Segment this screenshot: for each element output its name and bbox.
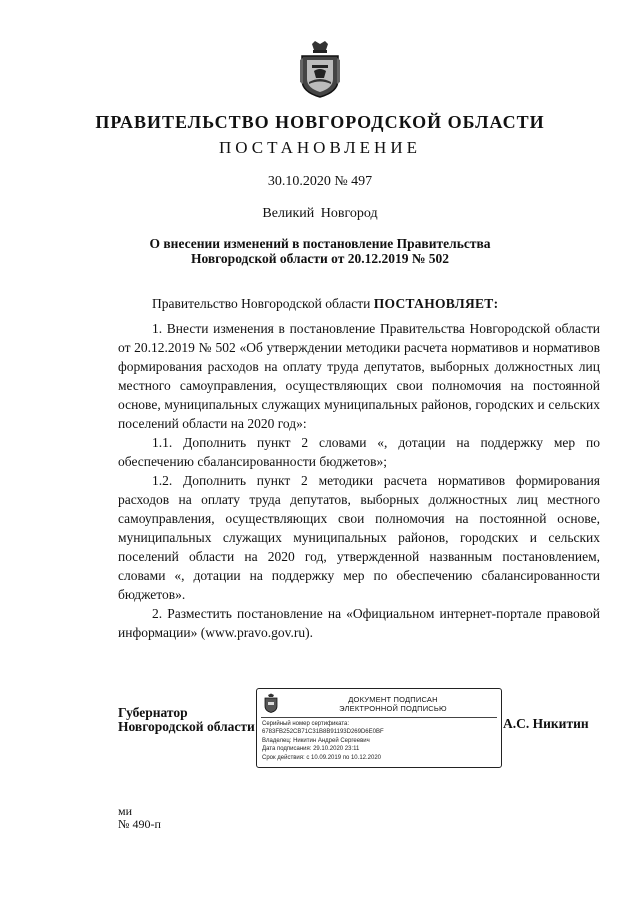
- signer-title-line1: Губернатор: [118, 705, 188, 720]
- stamp-divider: [261, 717, 497, 718]
- footer-initials: ми: [118, 804, 133, 818]
- government-name: ПРАВИТЕЛЬСТВО НОВГОРОДСКОЙ ОБЛАСТИ: [95, 112, 545, 132]
- paragraph-1-1: 1.1. Дополнить пункт 2 словами «, дотации на поддержку мер по обеспечению сбалансированности бюджетов»;: [118, 435, 600, 469]
- intro-decree-word: ПОСТАНОВЛЯЕТ:: [373, 296, 499, 311]
- electronic-signature-stamp: [256, 688, 502, 768]
- paragraph-2: 2. Разместить постановление на «Официальном интернет-портале правовой информации» (www.pravo.gov.ru).: [118, 606, 600, 640]
- coat-of-arms-icon: [298, 40, 342, 98]
- stamp-heading: [293, 695, 493, 713]
- validity-period: Срок действия: с 10.09.2019 по 10.12.2020: [262, 754, 382, 761]
- signed-date: Дата подписания: 29.10.2020 23:11: [262, 746, 360, 753]
- document-body: [118, 294, 600, 642]
- document-type: ПОСТАНОВЛЕНИЕ: [218, 138, 421, 157]
- paragraph-1: 1. Внести изменения в постановление Правительства Новгородской области от 20.12.2019 № 502 «Об утверждении методики расчета нормативов и нормативов формирования расходов на оплату труда депутатов, выборных должностных лиц местного самоуправления, осуществляющих свои полномочия на постоянной основе, муниципальных служащих муниципальных районов, городских и сельских поселений области на 2020 год»:: [118, 321, 600, 431]
- document-subject: О внесении изменений в постановление Правительства Новгородской области от 20.12.2019 № 502: [149, 236, 491, 266]
- stamp-details: [262, 720, 384, 762]
- footer-number: № 490-п: [118, 817, 161, 831]
- certificate-value: 6783FB252CB71C31B8B91193D269D6E0BF: [262, 729, 384, 736]
- document-footer: [118, 805, 161, 831]
- signer-title-line2: Новгородской области: [118, 719, 255, 734]
- signer-title: [118, 706, 255, 734]
- intro-prefix: Правительство Новгородской области: [152, 296, 374, 311]
- stamp-heading-line2: ЭЛЕКТРОННОЙ ПОДПИСЬЮ: [339, 704, 447, 713]
- date-number: 30.10.2020 № 497: [267, 174, 373, 189]
- intro-paragraph: [118, 294, 600, 313]
- certificate-label: Серийный номер сертификата:: [262, 721, 350, 727]
- signer-name: А.С. Никитин: [503, 716, 589, 731]
- stamp-emblem-icon: [263, 693, 279, 713]
- certificate-owner: Владелец: Никитин Андрей Сергеевич: [262, 737, 370, 744]
- city-name: Великий Новгород: [262, 206, 378, 221]
- paragraph-1-2: 1.2. Дополнить пункт 2 методики расчета нормативов формирования расходов на оплату труда депутатов, выборных должностных лиц местного самоуправления, осуществляющих свои полномочия на постоянной основе, муниципальных служащих муниципальных районов, городских и сельских поселений области на 2020 год, утвержденной названным постановлением, словами «, дотации на поддержку мер по обеспечению сбалансированности бюджетов».: [118, 473, 600, 602]
- stamp-heading-line1: ДОКУМЕНТ ПОДПИСАН: [348, 695, 438, 704]
